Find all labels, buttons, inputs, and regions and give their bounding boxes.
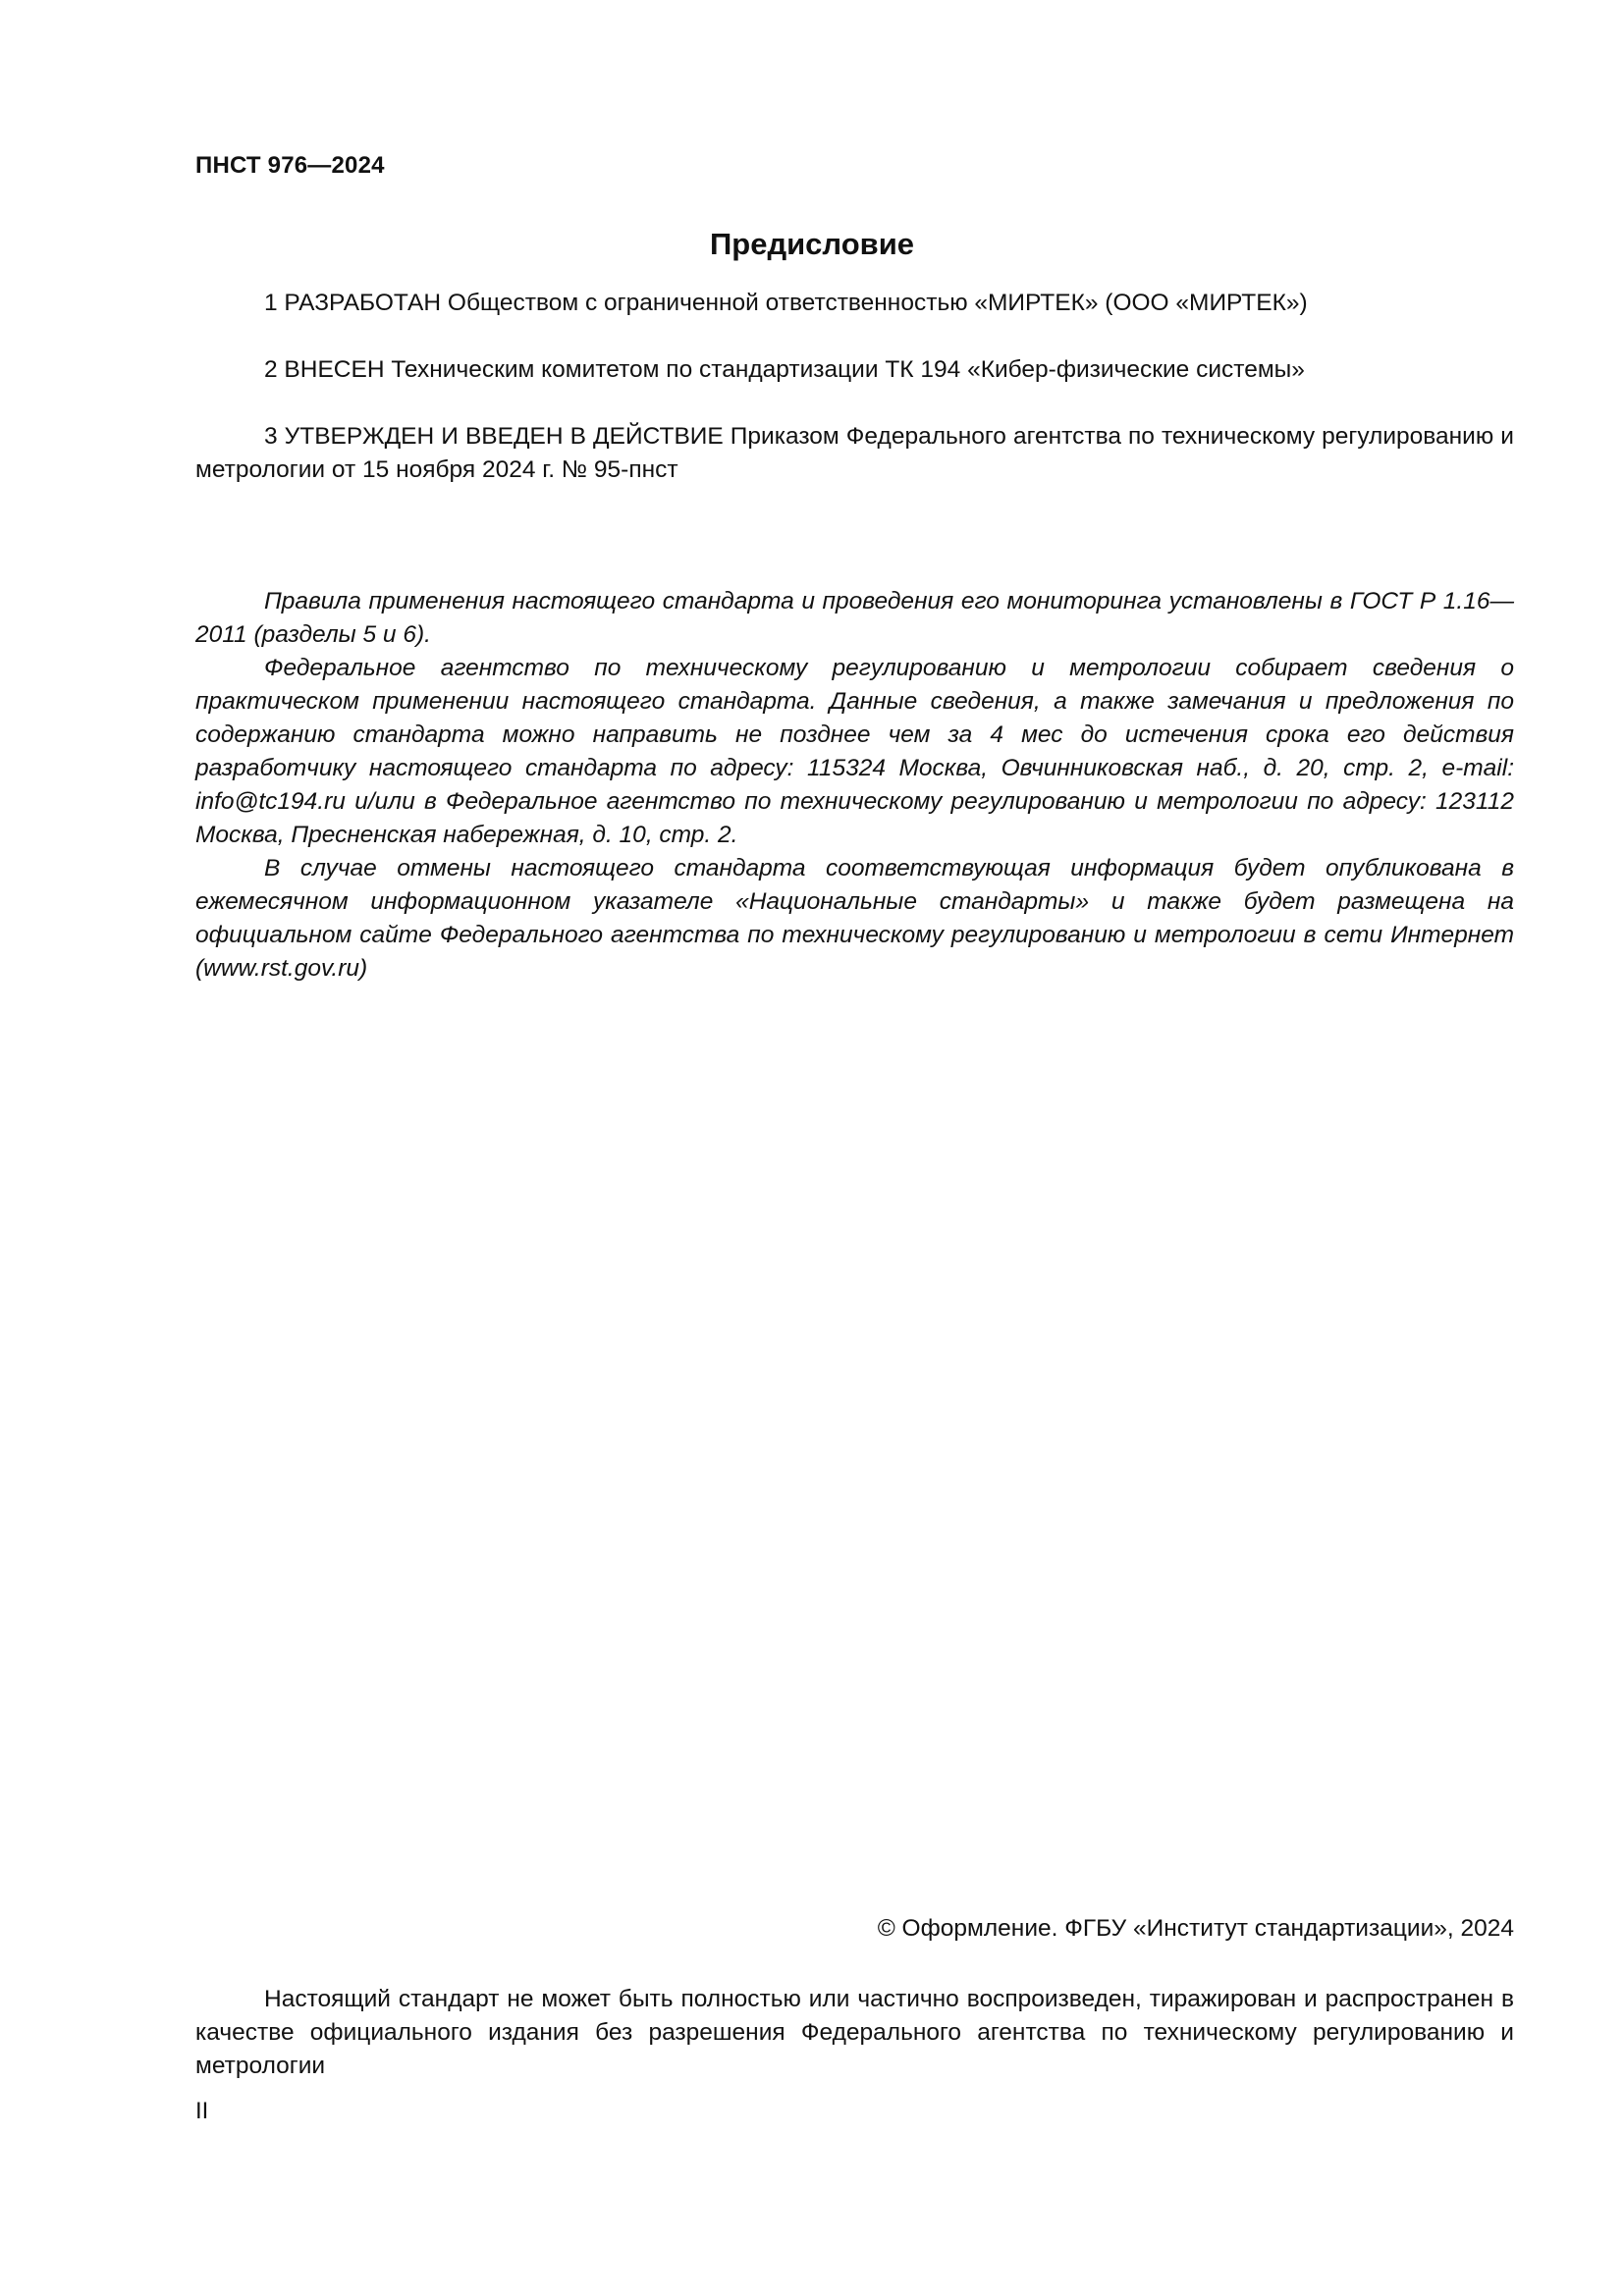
preface-item-text: 3 УТВЕРЖДЕН И ВВЕДЕН В ДЕЙСТВИЕ Приказом Федерального агентства по техническому регулированию и метрологии от 15 ноября 2024 г. № 95-пнст (195, 423, 1514, 483)
reprint-notice-text: Настоящий стандарт не может быть полностью или частично воспроизведен, тиражирован и распространен в качестве официального издания без разрешения Федерального агентства по техническому регулированию и метрологии (195, 1986, 1514, 2079)
preface-title: Предисловие (709, 227, 914, 261)
note-paragraph: Федеральное агентство по техническому регулированию и метрологии собирает сведения о практическом применении настоящего стандарта. Данные сведения, а также замечания и предложения по содержанию стандарта можно направить не позднее чем за 4 мес до истечения срока его действия разработчику настоящего стандарта по адресу: 115324 Москва, Овчинниковская наб., д. 20, стр. 2, e-mail: info@tc194.ru и/или в Федеральное агентство по техническому регулированию и метрологии по адресу: 123112 Москва, Пресненская набережная, д. 10, стр. 2. (195, 655, 1514, 848)
preface-item-2 (195, 353, 1514, 387)
preface-item-text: 1 РАЗРАБОТАН Обществом с ограниченной ответственностью «МИРТЕК» (ООО «МИРТЕК») (264, 290, 1308, 316)
standard-code: ПНСТ 976—2024 (195, 152, 385, 179)
note-paragraph: В случае отмены настоящего стандарта соответствующая информация будет опубликована в ежемесячном информационном указателе «Национальные стандарты» и также будет размещена на официальном сайте Федерального агентства по техническому регулированию и метрологии в сети Интернет (www.rst.gov.ru) (195, 855, 1514, 982)
preface-item-1 (195, 287, 1514, 320)
preface-item-3 (195, 420, 1514, 487)
reprint-notice (195, 1983, 1514, 2083)
note-paragraph: Правила применения настоящего стандарта и проведения его мониторинга установлены в ГОСТ Р 1.16—2011 (разделы 5 и 6). (195, 588, 1514, 648)
page-number: II (195, 2098, 209, 2124)
preface-item-text: 2 ВНЕСЕН Техническим комитетом по стандартизации ТК 194 «Кибер-физические системы» (264, 356, 1305, 383)
copyright-line: © Оформление. ФГБУ «Институт стандартизации», 2024 (877, 1915, 1514, 1942)
application-notes (195, 585, 1514, 986)
